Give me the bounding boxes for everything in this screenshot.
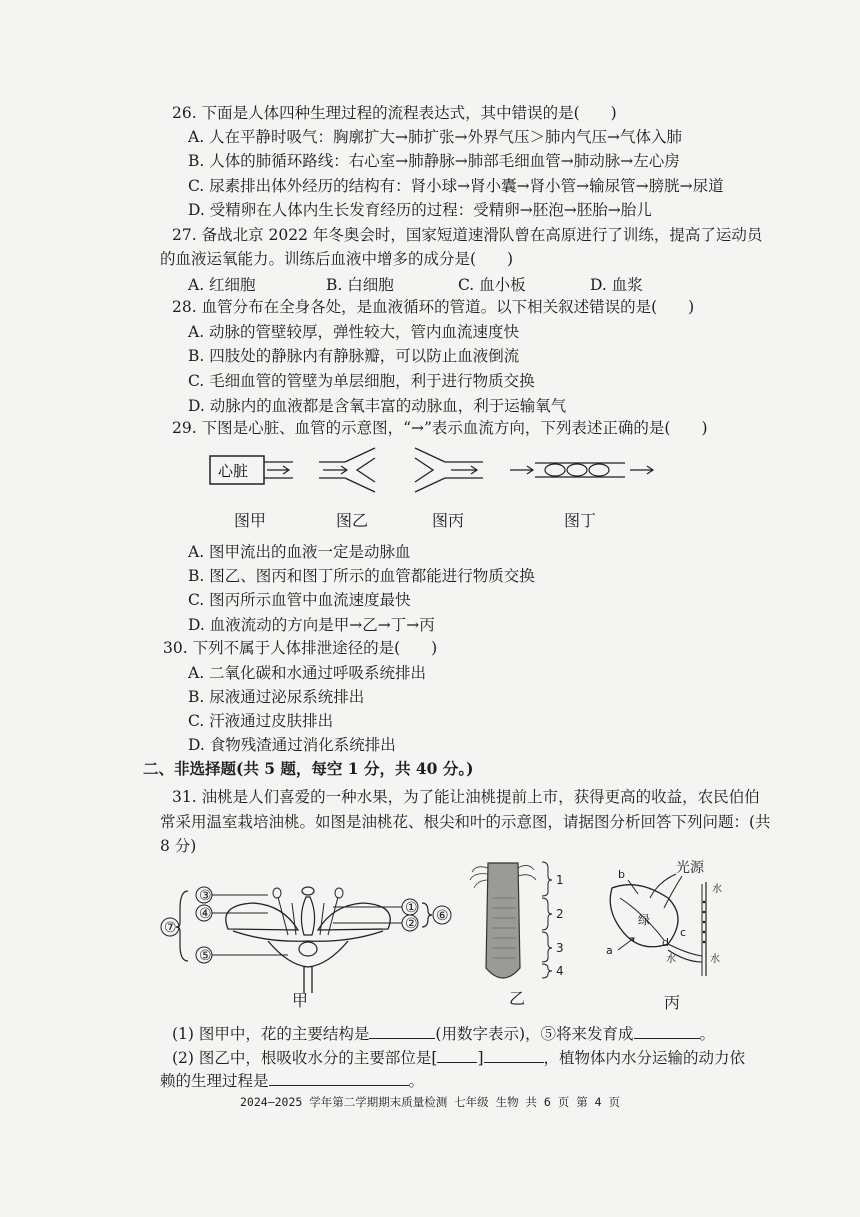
vessel-bing-diagram [415, 448, 483, 492]
q29-fig-bing-label: 图丙 [432, 511, 465, 530]
svg-text:水: 水 [666, 954, 676, 965]
svg-text:⑦: ⑦ [164, 920, 177, 936]
q31-sub1-text-b: (用数字表示)，⑤将来发育成 [435, 1025, 634, 1043]
q31-sub2-blank-3[interactable] [269, 1071, 409, 1086]
q31-sub2 [172, 1048, 745, 1068]
q31-sub2-blank-2[interactable] [484, 1048, 544, 1063]
flower-diagram [158, 875, 458, 995]
q26-option-a: A. 人在平静时吸气：胸廓扩大→肺扩张→外界气压＞肺内气压→气体入肺 [188, 128, 683, 146]
q29-fig-jia-label: 图甲 [234, 511, 267, 530]
q28-option-d: D. 动脉内的血液都是含氧丰富的动脉血，利于运输氧气 [188, 397, 567, 415]
heart-diagram [210, 456, 293, 484]
q31-stem-line1: 31. 油桃是人们喜爱的一种水果，为了能让油桃提前上市，获得更高的收益，农民伯伯 [172, 788, 760, 806]
q31-sub2-text-b: ] [477, 1049, 484, 1067]
q29-vessel-diagram [205, 448, 665, 498]
svg-text:水: 水 [710, 954, 720, 965]
svg-text:d: d [662, 936, 669, 949]
svg-text:2: 2 [556, 907, 564, 921]
q28-option-a: A. 动脉的管壁较厚，弹性较大，管内血流速度快 [188, 323, 520, 341]
svg-text:绿: 绿 [638, 913, 651, 927]
svg-text:c: c [680, 926, 687, 939]
q31-sub1-blank-2[interactable] [634, 1024, 700, 1039]
q29-option-b: B. 图乙、图丙和图丁所示的血管都能进行物质交换 [188, 567, 535, 585]
q31-sub1-text-a: (1) 图甲中，花的主要结构是 [172, 1025, 370, 1043]
q31-sub2-end: 。 [408, 1072, 425, 1090]
capillary-ding-diagram [510, 463, 653, 477]
q28-stem: 28. 血管分布在全身各处，是血液循环的管道。以下相关叙述错误的是( ) [172, 298, 695, 316]
q29-option-d: D. 血液流动的方向是甲→乙→丁→丙 [188, 616, 435, 634]
svg-text:b: b [618, 868, 625, 881]
q30-option-c: C. 汗液通过皮肤排出 [188, 712, 334, 730]
q29-option-a: A. 图甲流出的血液一定是动脉血 [188, 543, 411, 561]
q31-sub2-blank-1[interactable] [437, 1048, 477, 1063]
q26-option-c: C. 尿素排出体外经历的结构有：肾小球→肾小囊→肾小管→输尿管→膀胱→尿道 [188, 177, 724, 195]
q31-stem-line2: 常采用温室栽培油桃。如图是油桃花、根尖和叶的示意图，请据图分析回答下列问题：(共 [160, 813, 771, 831]
section2-heading: 二、非选择题(共 5 题，每空 1 分，共 40 分。) [143, 759, 474, 778]
svg-text:a: a [606, 944, 613, 957]
page-footer: 2024–2025 学年第二学期期末质量检测 七年级 生物 共 6 页 第 4 页 [240, 1095, 620, 1109]
svg-text:②: ② [405, 916, 418, 932]
q30-option-d: D. 食物残渣通过消化系统排出 [188, 736, 396, 754]
q27-option-b: B. 白细胞 [326, 276, 394, 294]
svg-text:3: 3 [556, 941, 564, 955]
q31-sub2-line2-text: 赖的生理过程是 [160, 1072, 269, 1090]
q27-option-d: D. 血浆 [590, 276, 643, 294]
q27-option-c: C. 血小板 [458, 276, 526, 294]
q31-sub1-blank-1[interactable] [369, 1024, 435, 1039]
q28-option-c: C. 毛细血管的管壁为单层细胞，利于进行物质交换 [188, 372, 535, 390]
q27-stem-line1: 27. 备战北京 2022 年冬奥会时，国家短道速滑队曾在高原进行了训练，提高了运动员 [172, 226, 763, 244]
svg-text:1: 1 [556, 873, 564, 887]
q31-sub2-text-a: (2) 图乙中，根吸收水分的主要部位是[ [172, 1049, 438, 1067]
q28-option-b: B. 四肢处的静脉内有静脉瓣，可以防止血液倒流 [188, 347, 520, 365]
q27-option-a: A. 红细胞 [188, 276, 256, 294]
heart-label: 心脏 [218, 462, 249, 480]
svg-text:光源: 光源 [676, 860, 704, 876]
q29-fig-ding-label: 图丁 [564, 511, 597, 530]
q30-option-b: B. 尿液通过泌尿系统排出 [188, 688, 365, 706]
svg-text:⑤: ⑤ [199, 948, 212, 964]
q26-option-d: D. 受精卵在人体内生长发育经历的过程：受精卵→胚泡→胚胎→胎儿 [188, 201, 652, 219]
vessel-yi-diagram [319, 448, 375, 492]
svg-text:①: ① [405, 900, 418, 916]
svg-text:④: ④ [199, 906, 212, 922]
q31-stem-line3: 8 分) [160, 837, 197, 855]
q29-option-c: C. 图丙所示血管中血流速度最快 [188, 591, 411, 609]
svg-text:⑥: ⑥ [436, 908, 449, 924]
q26-option-b: B. 人体的肺循环路线：右心室→肺静脉→肺部毛细血管→肺动脉→左心房 [188, 152, 680, 170]
q30-stem: 30. 下列不属于人体排泄途径的是( ) [163, 639, 438, 657]
svg-text:③: ③ [199, 888, 212, 904]
q31-sub2-text-c: ，植物体内水分运输的动力依 [543, 1049, 746, 1067]
q27-options [188, 273, 688, 293]
q31-sub2-line2 [160, 1071, 424, 1091]
q27-stem-line2: 的血液运氧能力。训练后血液中增多的成分是( ) [160, 250, 514, 268]
root-tip-diagram [468, 858, 578, 988]
q31-sub1 [172, 1024, 715, 1044]
q31-fig-jia-label: 甲 [292, 991, 309, 1010]
svg-text:水: 水 [712, 884, 722, 895]
q31-fig-yi-label: 乙 [509, 989, 526, 1008]
q31-sub1-end: 。 [699, 1025, 716, 1043]
q29-fig-yi-label: 图乙 [336, 511, 369, 530]
leaf-diagram [598, 858, 728, 988]
svg-text:4: 4 [556, 964, 564, 978]
q26-stem: 26. 下面是人体四种生理过程的流程表达式，其中错误的是( ) [172, 104, 617, 122]
q30-option-a: A. 二氧化碳和水通过呼吸系统排出 [188, 664, 427, 682]
q29-stem: 29. 下图是心脏、血管的示意图，“→”表示血流方向，下列表述正确的是( ) [172, 419, 708, 437]
q31-fig-bing-label: 丙 [664, 993, 681, 1012]
